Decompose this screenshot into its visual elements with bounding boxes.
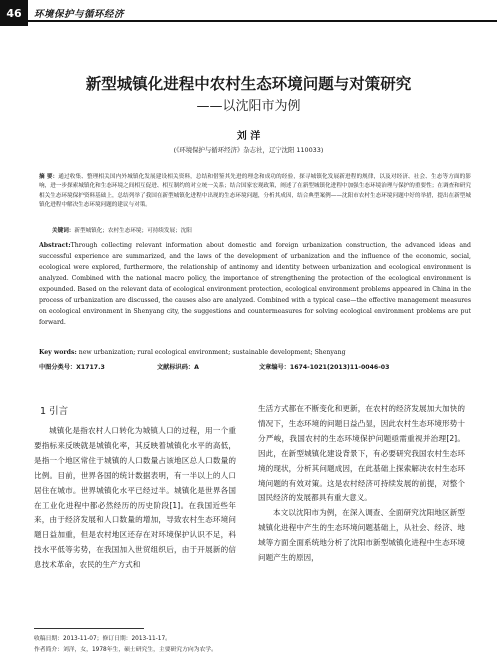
footnote-author-bio: 作者简介：刘洋，女，1978年生，硕士研究生，主要研究方向为农学。 (34, 647, 217, 653)
body-paragraph: 城镇化是指农村人口转化为城镇人口的过程，用一个重要指标来反映就是城镇化率，其反映着城镇化水平的高低，是指一个地区常住于城镇的人口数量占该地区总人口数量的比例。目前，世界各国的统计数据表明，有一半以上的人口居住在城市。世界城镇化水平已经过半。城镇化是世界各国在工业化进程中都必然经历的历史阶段[1]。在我国近些年来，由于经济发展和人口数量的增加，导致农村生态环境问题日益加重，但是农村地区还存在对环境保护认识不足，科技水平低等劣势，在我国加入世贸组织后，由于开展新的信息技术革命，农民的生产方式和 (34, 426, 236, 570)
body-column-left (34, 424, 236, 573)
article-number: 文章编号：1674-1021(2013)11-0046-03 (259, 364, 390, 371)
keywords-chinese (52, 226, 472, 234)
journal-name: 环境保护与循环经济 (34, 9, 125, 20)
article-title: 新型城镇化进程中农村生态环境问题与对策研究 (85, 75, 412, 93)
header-rule (28, 20, 497, 22)
page-number: 46 (0, 0, 28, 26)
abstract-cn-text: 通过收集、整理相关国内外城镇化发展建设相关资料，总结和借鉴其先进的理念和成功的经验，探寻城镇化发展新进程的规律，以及对经济、社会、生态等方面的影响，进一步探索城镇化和生态环境之间相互促进、相互制约的对立统一关系；结合国家宏观政策，阐述了在新型城镇化进程中加强生态环境治理与保护的重要性；在调查和研究相关生态环境保护资料基础上，总结列举了我国在新型城镇化进程中出现的生态环境问题，分析其成因，结合典型案例——沈阳市农村生态环境问题中好的举措，提出在新型城镇化进程中解决生态环境问题的建议与对策。 (39, 174, 471, 209)
footnote-received: 收稿日期：2013-11-07；修订日期：2013-11-17。 (34, 636, 171, 642)
author-affiliation: (《环境保护与循环经济》杂志社，辽宁沈阳 110033) (173, 146, 324, 154)
section-heading: 1 引言 (40, 406, 69, 417)
abstract-cn-label: 摘 要： (39, 174, 59, 180)
keywords-cn-label: 关键词： (52, 228, 75, 234)
running-header (0, 0, 497, 26)
abstract-chinese (39, 173, 471, 211)
clc-code: 中图分类号：X1717.3 (39, 364, 105, 371)
keywords-cn-text: 新型城镇化；农村生态环境；可持续发展；沈阳 (74, 228, 192, 234)
body-column-right (258, 402, 465, 566)
document-code: 文献标识码：A (157, 364, 199, 371)
abstract-en-label: Abstract: (39, 242, 71, 249)
author-name: 刘 洋 (236, 131, 261, 142)
keywords-en-text: new urbanization; rural ecological environment; sustainable development; Shenyang (78, 349, 346, 356)
body-paragraph: 本文以沈阳市为例，在深入调查、全面研究沈阳地区新型城镇化进程中产生的生态环境问题基础上，从社会、经济、地域等方面全面系统地分析了沈阳市新型城镇化进程中生态环境问题产生的原因， (258, 508, 465, 563)
footnote-rule (34, 628, 144, 629)
abstract-en-text: Through collecting relevant information about domestic and foreign urbanization construction, the advanced ideas and successful experience are summarized, and the laws of the development of urbanization and the influence of the economic, social, ecological were explored, furthermore, the relationship of antinomy and identity between urbanization and ecological environment is analyzed. Combined with the national macro policy, the importance of strengthening the protection of the ecological environment is expounded. Based on the relevant data of ecological environment protection, ecological environment problems appeared in China in the process of urbanization are discussed, the causes also are analyzed. Combined with a typical case—the effective management measures on ecological environment in Shenyang city, the suggestions and countermeasures for solving ecological environment problems are put forward. (39, 242, 471, 326)
keywords-en-label: Key words: (39, 349, 77, 356)
body-paragraph: 生活方式都在不断变化和更新，在农村的经济发展加大加快的情况下，生态环境的问题日益凸显，因此农村生态环境形势十分严峻，我国农村的生态环境保护问题亟需重视并治理[2]。因此，在新型城镇化建设背景下，有必要研究我国农村生态环境的现状，分析其问题成因，在此基础上探索解决农村生态环境问题的有效对策。这是农村经济可持续发展的前提，对整个国民经济的发展都具有重大意义。 (258, 404, 465, 503)
abstract-english (39, 240, 471, 328)
article-subtitle: ——以沈阳市为例 (196, 99, 301, 114)
keywords-english (39, 349, 471, 356)
